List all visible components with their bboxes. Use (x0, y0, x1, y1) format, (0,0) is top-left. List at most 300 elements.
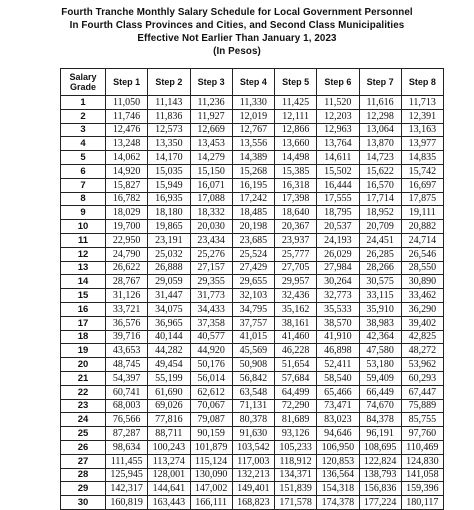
salary-grade-cell: 19 (61, 344, 106, 358)
salary-grade-cell: 2 (61, 109, 106, 123)
salary-cell: 59,409 (359, 371, 401, 385)
salary-cell: 17,088 (190, 192, 232, 206)
salary-cell: 11,616 (359, 96, 401, 110)
salary-cell: 16,195 (232, 178, 274, 192)
salary-cell: 17,555 (317, 192, 359, 206)
salary-grade-cell: 29 (61, 482, 106, 496)
salary-cell: 17,242 (232, 192, 274, 206)
salary-cell: 12,019 (232, 109, 274, 123)
salary-cell: 36,290 (401, 302, 443, 316)
salary-cell: 18,640 (275, 206, 317, 220)
salary-cell: 16,697 (401, 178, 443, 192)
salary-cell: 57,684 (275, 371, 317, 385)
salary-cell: 17,875 (401, 192, 443, 206)
salary-cell: 15,827 (106, 178, 148, 192)
salary-cell: 13,556 (232, 137, 274, 151)
salary-cell: 16,318 (275, 178, 317, 192)
salary-cell: 71,131 (232, 399, 274, 413)
salary-cell: 88,711 (148, 427, 190, 441)
salary-cell: 12,203 (317, 109, 359, 123)
salary-cell: 79,087 (190, 413, 232, 427)
salary-cell: 18,795 (317, 206, 359, 220)
salary-cell: 53,962 (401, 358, 443, 372)
salary-cell: 13,248 (106, 137, 148, 151)
salary-cell: 100,243 (148, 440, 190, 454)
table-body (61, 96, 444, 510)
salary-cell: 18,332 (190, 206, 232, 220)
salary-cell: 24,790 (106, 247, 148, 261)
salary-cell: 166,111 (190, 496, 232, 510)
salary-cell: 13,764 (317, 137, 359, 151)
table-row (61, 330, 444, 344)
salary-cell: 18,029 (106, 206, 148, 220)
salary-cell: 144,641 (148, 482, 190, 496)
salary-cell: 29,059 (148, 275, 190, 289)
table-row (61, 427, 444, 441)
salary-cell: 20,198 (232, 220, 274, 234)
header-step-8: Step 8 (401, 69, 443, 96)
salary-cell: 74,670 (359, 399, 401, 413)
salary-cell: 98,634 (106, 440, 148, 454)
salary-cell: 33,115 (359, 289, 401, 303)
salary-cell: 13,064 (359, 123, 401, 137)
salary-grade-cell: 21 (61, 371, 106, 385)
salary-cell: 30,264 (317, 275, 359, 289)
salary-cell: 45,569 (232, 344, 274, 358)
table-row (61, 233, 444, 247)
salary-cell: 49,454 (148, 358, 190, 372)
salary-grade-cell: 8 (61, 192, 106, 206)
header-salary-grade: Salary Grade (61, 69, 106, 96)
salary-cell: 147,002 (190, 482, 232, 496)
salary-grade-cell: 10 (61, 220, 106, 234)
salary-cell: 35,910 (359, 302, 401, 316)
salary-cell: 33,721 (106, 302, 148, 316)
table-row (61, 371, 444, 385)
table-row (61, 220, 444, 234)
salary-cell: 117,003 (232, 454, 274, 468)
salary-cell: 48,745 (106, 358, 148, 372)
salary-grade-cell: 28 (61, 468, 106, 482)
salary-cell: 16,071 (190, 178, 232, 192)
salary-cell: 54,397 (106, 371, 148, 385)
salary-cell: 24,714 (401, 233, 443, 247)
salary-cell: 115,124 (190, 454, 232, 468)
salary-cell: 56,014 (190, 371, 232, 385)
table-row (61, 468, 444, 482)
salary-cell: 14,170 (148, 151, 190, 165)
salary-cell: 16,570 (359, 178, 401, 192)
salary-cell: 20,367 (275, 220, 317, 234)
salary-cell: 32,436 (275, 289, 317, 303)
salary-cell: 177,224 (359, 496, 401, 510)
table-row (61, 385, 444, 399)
salary-cell: 14,389 (232, 151, 274, 165)
table-row (61, 496, 444, 510)
salary-cell: 53,180 (359, 358, 401, 372)
salary-cell: 14,835 (401, 151, 443, 165)
salary-cell: 65,466 (317, 385, 359, 399)
salary-cell: 50,908 (232, 358, 274, 372)
salary-cell: 22,950 (106, 233, 148, 247)
salary-cell: 14,062 (106, 151, 148, 165)
salary-grade-cell: 16 (61, 302, 106, 316)
salary-cell: 81,689 (275, 413, 317, 427)
salary-cell: 29,355 (190, 275, 232, 289)
salary-cell: 94,646 (317, 427, 359, 441)
salary-cell: 103,542 (232, 440, 274, 454)
salary-cell: 174,378 (317, 496, 359, 510)
salary-grade-cell: 12 (61, 247, 106, 261)
salary-cell: 23,434 (190, 233, 232, 247)
salary-cell: 160,819 (106, 496, 148, 510)
salary-cell: 27,429 (232, 261, 274, 275)
salary-cell: 66,449 (359, 385, 401, 399)
salary-cell: 12,767 (232, 123, 274, 137)
salary-cell: 83,023 (317, 413, 359, 427)
table-row (61, 275, 444, 289)
table-row (61, 261, 444, 275)
salary-cell: 28,767 (106, 275, 148, 289)
salary-cell: 50,176 (190, 358, 232, 372)
salary-cell: 136,564 (317, 468, 359, 482)
salary-cell: 106,950 (317, 440, 359, 454)
header-step-6: Step 6 (317, 69, 359, 96)
salary-cell: 11,330 (232, 96, 274, 110)
salary-grade-cell: 30 (61, 496, 106, 510)
salary-cell: 159,396 (401, 482, 443, 496)
salary-cell: 96,191 (359, 427, 401, 441)
salary-cell: 11,143 (148, 96, 190, 110)
salary-cell: 19,111 (401, 206, 443, 220)
salary-cell: 134,371 (275, 468, 317, 482)
table-row (61, 344, 444, 358)
salary-cell: 15,949 (148, 178, 190, 192)
salary-cell: 27,705 (275, 261, 317, 275)
table-row (61, 96, 444, 110)
salary-cell: 34,433 (190, 302, 232, 316)
table-row (61, 440, 444, 454)
salary-cell: 12,669 (190, 123, 232, 137)
salary-cell: 32,773 (317, 289, 359, 303)
salary-cell: 25,032 (148, 247, 190, 261)
salary-cell: 38,983 (359, 316, 401, 330)
salary-cell: 130,090 (190, 468, 232, 482)
salary-cell: 24,451 (359, 233, 401, 247)
salary-cell: 72,290 (275, 399, 317, 413)
salary-cell: 101,879 (190, 440, 232, 454)
salary-cell: 12,111 (275, 109, 317, 123)
salary-cell: 70,067 (190, 399, 232, 413)
salary-cell: 61,690 (148, 385, 190, 399)
salary-cell: 14,920 (106, 164, 148, 178)
salary-cell: 85,755 (401, 413, 443, 427)
salary-cell: 168,823 (232, 496, 274, 510)
table-row (61, 302, 444, 316)
salary-cell: 20,537 (317, 220, 359, 234)
salary-cell: 25,276 (190, 247, 232, 261)
salary-cell: 40,144 (148, 330, 190, 344)
salary-cell: 18,485 (232, 206, 274, 220)
salary-cell: 113,274 (148, 454, 190, 468)
salary-cell: 24,193 (317, 233, 359, 247)
table-row (61, 413, 444, 427)
salary-cell: 44,282 (148, 344, 190, 358)
salary-cell: 18,952 (359, 206, 401, 220)
title-line-2: In Fourth Class Provinces and Cities, and Second Class Municipalities (69, 20, 405, 31)
salary-cell: 15,502 (317, 164, 359, 178)
salary-cell: 15,268 (232, 164, 274, 178)
salary-grade-cell: 18 (61, 330, 106, 344)
salary-grade-cell: 6 (61, 164, 106, 178)
salary-cell: 76,566 (106, 413, 148, 427)
salary-cell: 15,035 (148, 164, 190, 178)
salary-cell: 11,050 (106, 96, 148, 110)
salary-cell: 17,714 (359, 192, 401, 206)
salary-cell: 37,757 (232, 316, 274, 330)
salary-cell: 46,898 (317, 344, 359, 358)
salary-cell: 40,577 (190, 330, 232, 344)
salary-cell: 122,824 (359, 454, 401, 468)
salary-cell: 97,760 (401, 427, 443, 441)
salary-schedule-table (60, 68, 444, 510)
salary-cell: 46,228 (275, 344, 317, 358)
table-row (61, 164, 444, 178)
salary-grade-cell: 15 (61, 289, 106, 303)
salary-cell: 31,126 (106, 289, 148, 303)
table-row (61, 316, 444, 330)
header-step-4: Step 4 (232, 69, 274, 96)
salary-cell: 60,293 (401, 371, 443, 385)
salary-cell: 52,411 (317, 358, 359, 372)
salary-grade-cell: 3 (61, 123, 106, 137)
salary-grade-cell: 24 (61, 413, 106, 427)
salary-cell: 35,533 (317, 302, 359, 316)
salary-cell: 12,866 (275, 123, 317, 137)
salary-grade-cell: 4 (61, 137, 106, 151)
table-row (61, 206, 444, 220)
salary-cell: 16,782 (106, 192, 148, 206)
salary-cell: 12,573 (148, 123, 190, 137)
salary-cell: 15,622 (359, 164, 401, 178)
salary-cell: 18,180 (148, 206, 190, 220)
salary-cell: 20,709 (359, 220, 401, 234)
salary-cell: 13,660 (275, 137, 317, 151)
salary-cell: 154,318 (317, 482, 359, 496)
salary-cell: 180,117 (401, 496, 443, 510)
salary-cell: 14,279 (190, 151, 232, 165)
table-row (61, 109, 444, 123)
salary-cell: 15,385 (275, 164, 317, 178)
salary-cell: 23,937 (275, 233, 317, 247)
salary-cell: 31,447 (148, 289, 190, 303)
salary-cell: 138,793 (359, 468, 401, 482)
salary-cell: 16,935 (148, 192, 190, 206)
salary-cell: 68,003 (106, 399, 148, 413)
salary-grade-cell: 13 (61, 261, 106, 275)
salary-cell: 39,716 (106, 330, 148, 344)
salary-cell: 29,957 (275, 275, 317, 289)
salary-cell: 23,685 (232, 233, 274, 247)
salary-cell: 13,350 (148, 137, 190, 151)
salary-cell: 77,816 (148, 413, 190, 427)
table-row (61, 192, 444, 206)
salary-cell: 17,398 (275, 192, 317, 206)
salary-grade-cell: 17 (61, 316, 106, 330)
salary-cell: 56,842 (232, 371, 274, 385)
salary-cell: 38,161 (275, 316, 317, 330)
salary-cell: 27,157 (190, 261, 232, 275)
salary-cell: 41,910 (317, 330, 359, 344)
salary-cell: 149,401 (232, 482, 274, 496)
salary-cell: 15,742 (401, 164, 443, 178)
salary-cell: 33,462 (401, 289, 443, 303)
salary-cell: 51,654 (275, 358, 317, 372)
salary-cell: 42,364 (359, 330, 401, 344)
table-row (61, 289, 444, 303)
salary-cell: 31,773 (190, 289, 232, 303)
header-step-5: Step 5 (275, 69, 317, 96)
salary-cell: 44,920 (190, 344, 232, 358)
salary-cell: 13,453 (190, 137, 232, 151)
salary-cell: 14,723 (359, 151, 401, 165)
salary-cell: 13,870 (359, 137, 401, 151)
table-row (61, 151, 444, 165)
salary-cell: 28,550 (401, 261, 443, 275)
title-line-1: Fourth Tranche Monthly Salary Schedule for Local Government Personnel (61, 7, 413, 18)
salary-cell: 20,882 (401, 220, 443, 234)
salary-cell: 35,162 (275, 302, 317, 316)
salary-cell: 11,520 (317, 96, 359, 110)
salary-cell: 124,830 (401, 454, 443, 468)
document-heading (0, 6, 474, 58)
salary-cell: 93,126 (275, 427, 317, 441)
salary-cell: 60,741 (106, 385, 148, 399)
salary-cell: 36,576 (106, 316, 148, 330)
salary-cell: 26,888 (148, 261, 190, 275)
salary-cell: 110,469 (401, 440, 443, 454)
salary-cell: 11,713 (401, 96, 443, 110)
salary-cell: 11,746 (106, 109, 148, 123)
salary-cell: 47,580 (359, 344, 401, 358)
salary-cell: 12,476 (106, 123, 148, 137)
salary-cell: 58,540 (317, 371, 359, 385)
salary-grade-cell: 23 (61, 399, 106, 413)
salary-cell: 19,865 (148, 220, 190, 234)
salary-cell: 41,015 (232, 330, 274, 344)
table-row (61, 178, 444, 192)
salary-cell: 26,029 (317, 247, 359, 261)
header-step-7: Step 7 (359, 69, 401, 96)
currency-note: (In Pesos) (213, 46, 261, 57)
header-step-3: Step 3 (190, 69, 232, 96)
salary-cell: 163,443 (148, 496, 190, 510)
salary-cell: 16,444 (317, 178, 359, 192)
salary-grade-cell: 20 (61, 358, 106, 372)
header-step-2: Step 2 (148, 69, 190, 96)
salary-cell: 151,839 (275, 482, 317, 496)
salary-cell: 171,578 (275, 496, 317, 510)
salary-cell: 84,378 (359, 413, 401, 427)
salary-cell: 87,287 (106, 427, 148, 441)
salary-cell: 34,795 (232, 302, 274, 316)
salary-grade-cell: 27 (61, 454, 106, 468)
salary-cell: 26,622 (106, 261, 148, 275)
salary-cell: 55,199 (148, 371, 190, 385)
salary-cell: 13,977 (401, 137, 443, 151)
salary-cell: 23,191 (148, 233, 190, 247)
salary-grade-cell: 26 (61, 440, 106, 454)
salary-grade-cell: 11 (61, 233, 106, 247)
salary-cell: 142,317 (106, 482, 148, 496)
salary-cell: 37,358 (190, 316, 232, 330)
salary-cell: 75,889 (401, 399, 443, 413)
salary-cell: 11,236 (190, 96, 232, 110)
salary-cell: 30,890 (401, 275, 443, 289)
salary-grade-cell: 9 (61, 206, 106, 220)
salary-cell: 13,163 (401, 123, 443, 137)
salary-cell: 90,159 (190, 427, 232, 441)
salary-cell: 26,285 (359, 247, 401, 261)
salary-cell: 27,984 (317, 261, 359, 275)
salary-cell: 32,103 (232, 289, 274, 303)
salary-cell: 41,460 (275, 330, 317, 344)
salary-grade-cell: 25 (61, 427, 106, 441)
salary-cell: 73,471 (317, 399, 359, 413)
salary-cell: 105,233 (275, 440, 317, 454)
salary-cell: 11,425 (275, 96, 317, 110)
salary-cell: 111,455 (106, 454, 148, 468)
salary-cell: 28,266 (359, 261, 401, 275)
salary-cell: 108,695 (359, 440, 401, 454)
table-row (61, 137, 444, 151)
salary-cell: 91,630 (232, 427, 274, 441)
salary-cell: 19,700 (106, 220, 148, 234)
salary-cell: 11,836 (148, 109, 190, 123)
salary-cell: 14,498 (275, 151, 317, 165)
salary-cell: 12,298 (359, 109, 401, 123)
salary-cell: 80,378 (232, 413, 274, 427)
salary-cell: 43,653 (106, 344, 148, 358)
salary-cell: 128,001 (148, 468, 190, 482)
salary-cell: 132,213 (232, 468, 274, 482)
salary-cell: 29,655 (232, 275, 274, 289)
salary-cell: 30,575 (359, 275, 401, 289)
salary-grade-cell: 22 (61, 385, 106, 399)
salary-cell: 63,548 (232, 385, 274, 399)
salary-cell: 38,570 (317, 316, 359, 330)
salary-grade-cell: 5 (61, 151, 106, 165)
salary-cell: 125,945 (106, 468, 148, 482)
salary-grade-cell: 1 (61, 96, 106, 110)
salary-cell: 34,075 (148, 302, 190, 316)
salary-cell: 39,402 (401, 316, 443, 330)
salary-cell: 14,611 (317, 151, 359, 165)
salary-cell: 20,030 (190, 220, 232, 234)
salary-cell: 25,777 (275, 247, 317, 261)
table-row (61, 123, 444, 137)
table-header-row (61, 69, 444, 96)
salary-cell: 36,965 (148, 316, 190, 330)
salary-grade-cell: 14 (61, 275, 106, 289)
salary-cell: 141,058 (401, 468, 443, 482)
salary-cell: 11,927 (190, 109, 232, 123)
effective-date-line: Effective Not Earlier Than January 1, 2023 (137, 33, 337, 44)
salary-cell: 120,853 (317, 454, 359, 468)
salary-cell: 67,447 (401, 385, 443, 399)
salary-cell: 69,026 (148, 399, 190, 413)
salary-cell: 26,546 (401, 247, 443, 261)
